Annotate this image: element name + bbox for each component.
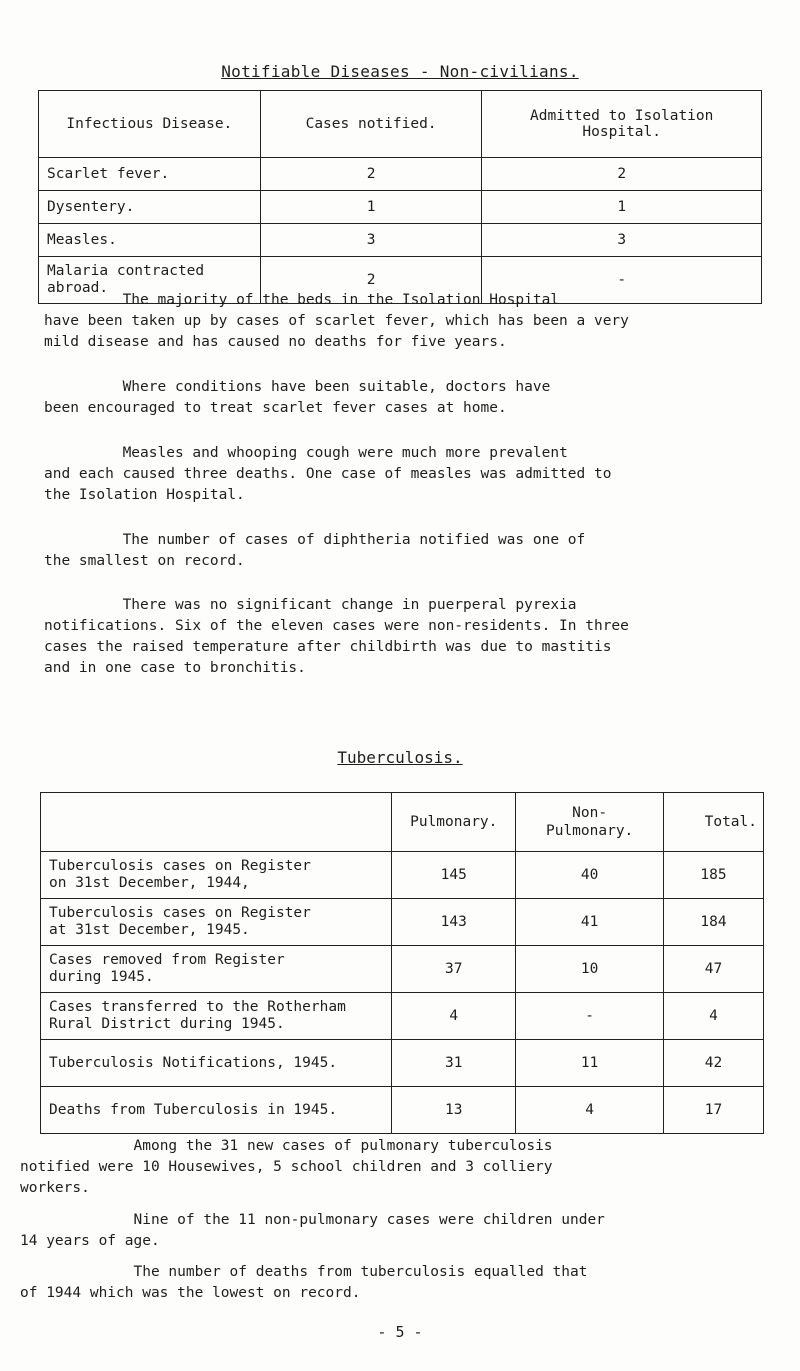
disease-name: Dysentery.	[39, 191, 261, 224]
table-row	[41, 1087, 764, 1134]
cases-notified: 2	[260, 158, 482, 191]
total-value: 47	[664, 946, 764, 993]
table-row	[41, 899, 764, 946]
column-header: Cases notified.	[260, 91, 482, 158]
paragraph: Measles and whooping cough were much more prevalent and each caused three deaths. One case of measles was admitted to the Isolation Hospital.	[44, 445, 612, 503]
section-title: Tuberculosis.	[337, 748, 463, 767]
total-value: 185	[664, 852, 764, 899]
table-header-row	[41, 793, 764, 852]
column-header: Non- Pulmonary.	[516, 793, 664, 852]
pulmonary-value: 13	[392, 1087, 516, 1134]
admitted-count: 2	[482, 158, 762, 191]
non-pulmonary-value: -	[516, 993, 664, 1040]
column-header: Admitted to Isolation Hospital.	[482, 91, 762, 158]
cases-notified: 1	[260, 191, 482, 224]
page-number: - 5 -	[377, 1323, 423, 1341]
paragraph: Among the 31 new cases of pulmonary tuberculosis notified were 10 Housewives, 5 school children and 3 colliery workers.	[20, 1138, 553, 1196]
admitted-count: 3	[482, 224, 762, 257]
paragraph: The majority of the beds in the Isolation Hospital have been taken up by cases of scarlet fever, which has been a very mild disease and has caused no deaths for five years.	[44, 292, 629, 350]
row-label: Deaths from Tuberculosis in 1945.	[41, 1087, 392, 1134]
paragraph: There was no significant change in puerperal pyrexia notifications. Six of the eleven cases were non-residents. In three cases the raised temperature after childbirth was due to mastitis and in one case to bronchitis.	[44, 597, 629, 676]
column-header: Pulmonary.	[392, 793, 516, 852]
table-row	[39, 191, 762, 224]
non-pulmonary-value: 40	[516, 852, 664, 899]
table-header-row	[39, 91, 762, 158]
table-row	[39, 224, 762, 257]
table-row	[41, 993, 764, 1040]
disease-name: Scarlet fever.	[39, 158, 261, 191]
cases-notified: 2	[260, 257, 482, 304]
pulmonary-value: 143	[392, 899, 516, 946]
non-pulmonary-value: 4	[516, 1087, 664, 1134]
pulmonary-value: 37	[392, 946, 516, 993]
admitted-count: -	[482, 257, 762, 304]
paragraph: Where conditions have been suitable, doctors have been encouraged to treat scarlet fever cases at home.	[44, 379, 551, 416]
pulmonary-value: 4	[392, 993, 516, 1040]
total-value: 17	[664, 1087, 764, 1134]
non-pulmonary-value: 10	[516, 946, 664, 993]
table-row	[41, 852, 764, 899]
tuberculosis-table	[40, 792, 764, 1134]
table-row	[39, 158, 762, 191]
row-label: Tuberculosis cases on Register at 31st December, 1945.	[41, 899, 392, 946]
total-value: 42	[664, 1040, 764, 1087]
row-label: Tuberculosis Notifications, 1945.	[41, 1040, 392, 1087]
paragraph: Nine of the 11 non-pulmonary cases were children under 14 years of age.	[20, 1212, 605, 1249]
infectious-disease-table	[38, 90, 762, 304]
table-row	[41, 946, 764, 993]
row-label: Cases removed from Register during 1945.	[41, 946, 392, 993]
disease-name: Measles.	[39, 224, 261, 257]
admitted-count: 1	[482, 191, 762, 224]
total-value: 184	[664, 899, 764, 946]
column-header: Infectious Disease.	[39, 91, 261, 158]
row-label: Tuberculosis cases on Register on 31st December, 1944,	[41, 852, 392, 899]
non-pulmonary-value: 11	[516, 1040, 664, 1087]
table-row	[41, 1040, 764, 1087]
paragraph: The number of cases of diphtheria notified was one of the smallest on record.	[44, 532, 586, 569]
disease-name: Malaria contracted abroad.	[39, 257, 261, 304]
pulmonary-value: 31	[392, 1040, 516, 1087]
row-label: Cases transferred to the Rotherham Rural District during 1945.	[41, 993, 392, 1040]
cases-notified: 3	[260, 224, 482, 257]
paragraph: The number of deaths from tuberculosis equalled that of 1944 which was the lowest on record.	[20, 1264, 588, 1301]
column-header: Total.	[664, 793, 764, 852]
non-pulmonary-value: 41	[516, 899, 664, 946]
column-header	[41, 793, 392, 852]
pulmonary-value: 145	[392, 852, 516, 899]
total-value: 4	[664, 993, 764, 1040]
page-title: Notifiable Diseases - Non-civilians.	[221, 62, 579, 81]
